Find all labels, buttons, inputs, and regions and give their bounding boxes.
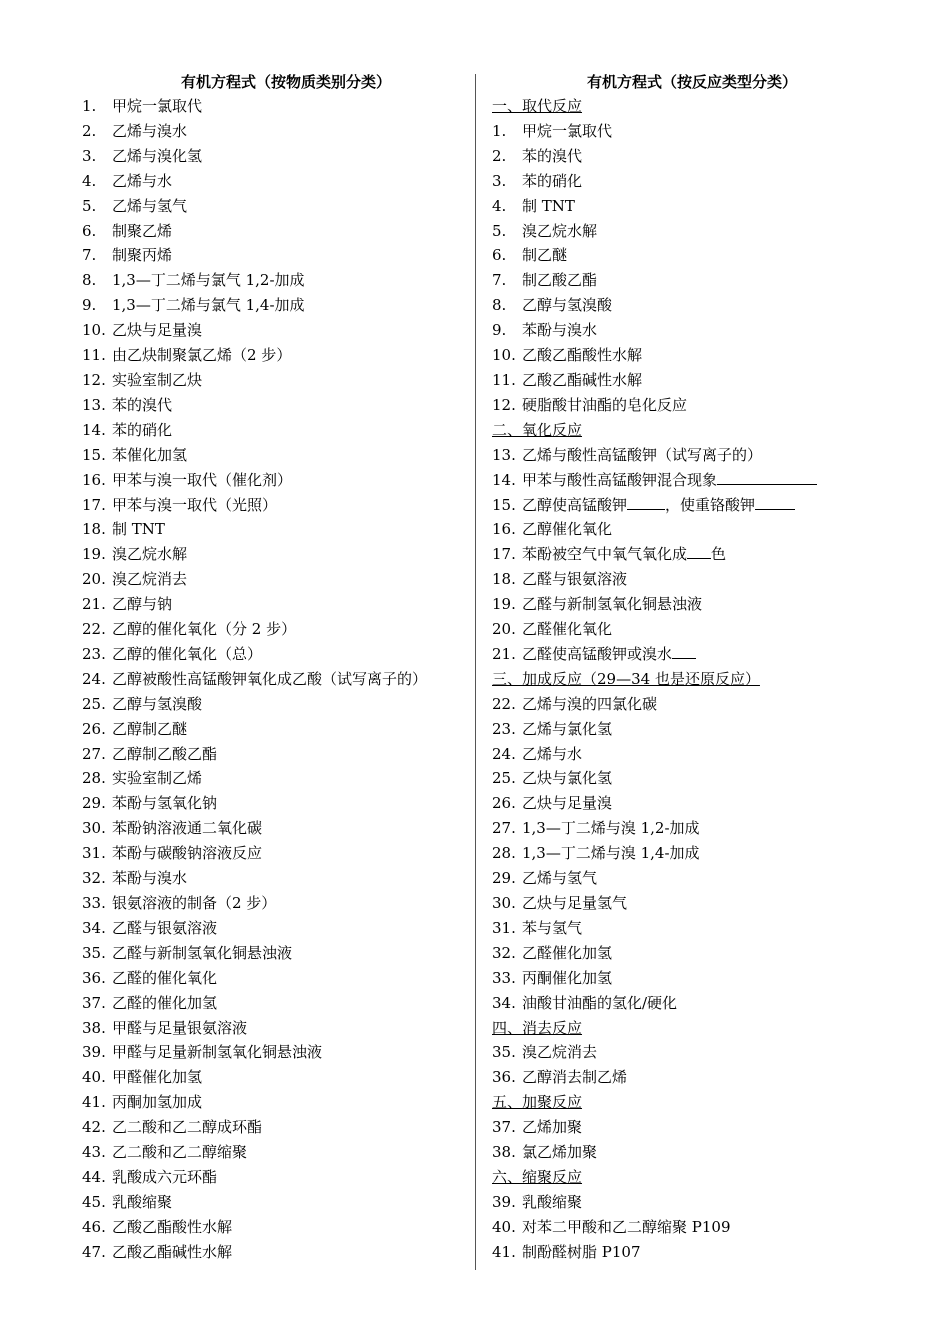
item-number: 45. <box>82 1192 106 1211</box>
right-column <box>492 70 892 1265</box>
item-text: 苯酚与溴水 <box>112 869 188 888</box>
section-heading <box>492 1165 892 1190</box>
list-item <box>82 1240 470 1265</box>
item-text: 制聚乙烯 <box>112 221 173 240</box>
item-number: 11. <box>492 370 516 389</box>
list-item <box>82 966 470 991</box>
item-text: 实验室制乙烯 <box>112 769 203 788</box>
item-text: 甲苯与酸性高锰酸钾混合现象 <box>522 470 718 489</box>
item-text: 乙醇消去制乙烯 <box>522 1068 628 1087</box>
item-text: 甲烷一氯取代 <box>522 121 613 140</box>
item-number: 4. <box>82 171 97 190</box>
item-text: 丙酮催化加氢 <box>522 968 613 987</box>
item-number: 36. <box>492 1068 516 1087</box>
item-number: 31. <box>82 844 106 863</box>
item-text: 银氨溶液的制备（2 步） <box>112 894 277 912</box>
item-number: 20. <box>82 570 106 589</box>
item-text: 1,3—丁二烯与氯气 1,4-加成 <box>112 296 305 315</box>
list-item <box>492 268 892 293</box>
item-number: 39. <box>82 1043 106 1062</box>
item-text-suffix: ，使重铬酸钾 <box>665 495 756 514</box>
item-text: 乳酸成六元环酯 <box>112 1167 218 1186</box>
item-text: 甲苯与溴一取代（催化剂） <box>112 470 293 489</box>
list-item <box>82 443 470 468</box>
item-number: 7. <box>82 246 97 265</box>
list-item <box>82 368 470 393</box>
list-item <box>492 717 892 742</box>
item-number: 17. <box>492 545 516 564</box>
item-text: 制乙酸乙酯 <box>522 271 598 290</box>
item-text: 苯的硝化 <box>522 171 583 190</box>
item-text: 乙醛的催化加氢 <box>112 993 218 1012</box>
list-item <box>82 1065 470 1090</box>
section-heading-text: 六、缩聚反应 <box>492 1167 583 1186</box>
item-number: 21. <box>492 644 516 663</box>
item-number: 20. <box>492 620 516 639</box>
list-item <box>82 567 470 592</box>
item-text: 溴乙烷消去 <box>522 1043 598 1062</box>
left-item-list <box>82 94 470 1265</box>
list-item <box>492 617 892 642</box>
item-number: 28. <box>492 844 516 863</box>
item-number: 43. <box>82 1143 106 1162</box>
list-item <box>82 468 470 493</box>
item-text: 丙酮加氢加成 <box>112 1093 203 1112</box>
item-number: 22. <box>82 620 106 639</box>
list-item <box>492 692 892 717</box>
item-text: 乳酸缩聚 <box>112 1192 173 1211</box>
list-item <box>82 418 470 443</box>
item-text: 乙醇使高锰酸钾 <box>522 495 628 514</box>
list-item <box>492 393 892 418</box>
section-heading-text: 五、加聚反应 <box>492 1093 583 1112</box>
list-item <box>492 1140 892 1165</box>
item-text: 乙酸乙酯碱性水解 <box>522 370 643 389</box>
item-text: 苯的硝化 <box>112 420 173 439</box>
item-number: 33. <box>82 894 106 912</box>
item-text: 乙醇的催化氧化（分 2 步） <box>112 620 297 639</box>
item-text: 苯酚被空气中氧气氧化成 <box>522 545 688 564</box>
list-item <box>82 742 470 767</box>
item-number: 37. <box>82 993 106 1012</box>
list-item <box>492 1065 892 1090</box>
list-item <box>82 144 470 169</box>
item-number: 34. <box>82 918 106 937</box>
item-number: 10. <box>82 321 106 340</box>
item-number: 8. <box>492 296 507 315</box>
item-number: 9. <box>492 321 507 340</box>
list-item <box>492 343 892 368</box>
list-item <box>492 194 892 219</box>
item-number: 5. <box>82 196 97 215</box>
list-item <box>492 318 892 343</box>
item-text: 乙醛的催化氧化 <box>112 968 218 987</box>
list-item <box>492 368 892 393</box>
list-item <box>82 1190 470 1215</box>
item-text: 制聚丙烯 <box>112 246 173 265</box>
item-text: 乙烯与溴的四氯化碳 <box>522 694 658 713</box>
item-number: 24. <box>82 669 106 688</box>
item-number: 41. <box>82 1093 106 1112</box>
item-number: 40. <box>82 1068 106 1087</box>
item-number: 4. <box>492 196 507 215</box>
item-number: 19. <box>492 595 516 614</box>
list-item <box>82 1215 470 1240</box>
item-text: 制乙醚 <box>522 246 568 265</box>
list-item <box>82 791 470 816</box>
item-text: 乙醇制乙酸乙酯 <box>112 744 218 763</box>
list-item <box>82 1115 470 1140</box>
item-number: 41. <box>492 1242 516 1261</box>
item-text: 苯酚钠溶液通二氧化碳 <box>112 819 263 838</box>
item-number: 19. <box>82 545 106 564</box>
item-number: 44. <box>82 1167 106 1186</box>
item-text: 乙烯与水 <box>522 744 583 763</box>
item-number: 27. <box>82 744 106 763</box>
list-item <box>492 1240 892 1265</box>
item-text: 乙炔与足量溴 <box>112 321 203 340</box>
item-number: 6. <box>492 246 507 265</box>
item-text: 乙醛与新制氢氧化铜悬浊液 <box>112 943 293 962</box>
list-item <box>82 219 470 244</box>
item-text: 苯的溴代 <box>112 395 173 414</box>
item-text: 油酸甘油酯的氢化/硬化 <box>522 993 678 1012</box>
list-item <box>82 318 470 343</box>
item-number: 2. <box>82 121 97 140</box>
item-text: 乙烯与酸性高锰酸钾（试写离子的） <box>522 445 763 464</box>
list-item <box>82 891 470 916</box>
item-number: 39. <box>492 1192 516 1211</box>
list-item <box>82 642 470 667</box>
item-text: 乙醛催化加氢 <box>522 943 613 962</box>
item-number: 15. <box>82 445 106 464</box>
item-number: 23. <box>492 719 516 738</box>
item-text: 由乙炔制聚氯乙烯（2 步） <box>112 346 292 365</box>
item-text: 乙醇与氢溴酸 <box>112 694 203 713</box>
item-number: 28. <box>82 769 106 788</box>
item-number: 47. <box>82 1242 106 1261</box>
item-text: 乙二酸和乙二醇成环酯 <box>112 1118 263 1137</box>
item-text: 溴乙烷水解 <box>112 545 188 564</box>
section-heading-text: 一、取代反应 <box>492 97 583 115</box>
item-text: 硬脂酸甘油酯的皂化反应 <box>522 395 688 414</box>
item-text: 乙酸乙酯酸性水解 <box>112 1217 233 1236</box>
item-text: 乙醇催化氧化 <box>522 520 613 539</box>
list-item <box>82 941 470 966</box>
item-number: 14. <box>492 470 516 489</box>
column-divider <box>475 74 476 1270</box>
item-text: 乙烯与氯化氢 <box>522 719 613 738</box>
list-item <box>492 119 892 144</box>
list-item <box>492 443 892 468</box>
item-text: 1,3—丁二烯与溴 1,2-加成 <box>522 819 700 838</box>
list-item <box>82 268 470 293</box>
section-heading <box>492 1016 892 1041</box>
item-text: 苯酚与溴水 <box>522 321 598 340</box>
item-number: 35. <box>82 943 106 962</box>
item-text: 乙炔与足量溴 <box>522 794 613 813</box>
item-number: 10. <box>492 346 516 365</box>
item-number: 26. <box>492 794 516 813</box>
list-item <box>492 144 892 169</box>
list-item <box>82 1040 470 1065</box>
item-number: 7. <box>492 271 507 290</box>
list-item <box>492 542 892 567</box>
item-number: 16. <box>82 470 106 489</box>
list-item <box>492 841 892 866</box>
list-item <box>492 791 892 816</box>
item-number: 16. <box>492 520 516 539</box>
list-item <box>82 692 470 717</box>
item-text: 乙烯与氢气 <box>522 869 598 888</box>
left-column-title: 有机方程式（按物质类别分类） <box>180 73 391 91</box>
item-number: 38. <box>82 1018 106 1037</box>
list-item <box>492 742 892 767</box>
item-number: 1. <box>492 121 507 140</box>
item-text: 甲苯与溴一取代（光照） <box>112 495 278 514</box>
item-number: 36. <box>82 968 106 987</box>
fill-in-blank <box>717 470 817 485</box>
item-text: 乙烯与氢气 <box>112 196 188 215</box>
item-number: 2. <box>492 146 507 165</box>
item-text: 乙炔与足量氢气 <box>522 894 628 912</box>
item-number: 24. <box>492 744 516 763</box>
list-item <box>82 816 470 841</box>
list-item <box>82 991 470 1016</box>
item-number: 32. <box>82 869 106 888</box>
item-number: 6. <box>82 221 97 240</box>
list-item <box>492 766 892 791</box>
item-text: 制 TNT <box>112 520 165 539</box>
fill-in-blank <box>755 495 795 510</box>
item-number: 14. <box>82 420 106 439</box>
list-item <box>82 293 470 318</box>
list-item <box>82 542 470 567</box>
section-heading <box>492 1090 892 1115</box>
item-text: 甲醛与足量银氨溶液 <box>112 1018 248 1037</box>
list-item <box>492 1115 892 1140</box>
list-item <box>492 1215 892 1240</box>
item-number: 9. <box>82 296 97 315</box>
section-heading <box>492 667 892 692</box>
right-column-title: 有机方程式（按反应类型分类） <box>586 73 797 91</box>
list-item <box>492 493 892 518</box>
item-number: 17. <box>82 495 106 514</box>
list-item <box>492 1190 892 1215</box>
list-item <box>492 468 892 493</box>
list-item <box>82 1165 470 1190</box>
item-number: 22. <box>492 694 516 713</box>
section-heading <box>492 418 892 443</box>
list-item <box>82 667 470 692</box>
item-text: 溴乙烷水解 <box>522 221 598 240</box>
fill-in-blank <box>672 644 696 659</box>
item-text: 乙酸乙酯碱性水解 <box>112 1242 233 1261</box>
right-item-list <box>492 94 892 1265</box>
item-text: 乙炔与氯化氢 <box>522 769 613 788</box>
item-text: 苯酚与碳酸钠溶液反应 <box>112 844 263 863</box>
item-text: 1,3—丁二烯与溴 1,4-加成 <box>522 844 700 863</box>
item-number: 38. <box>492 1143 516 1162</box>
list-item <box>82 169 470 194</box>
item-text: 甲醛与足量新制氢氧化铜悬浊液 <box>112 1043 323 1062</box>
list-item <box>492 941 892 966</box>
item-text: 制酚醛树脂 P107 <box>522 1242 641 1261</box>
item-text: 乙二酸和乙二醇缩聚 <box>112 1143 248 1162</box>
left-column <box>82 70 470 1265</box>
item-text: 乙醇被酸性高锰酸钾氧化成乙酸（试写离子的） <box>112 669 428 688</box>
section-heading <box>492 94 892 119</box>
item-number: 25. <box>492 769 516 788</box>
item-number: 11. <box>82 346 106 365</box>
list-item <box>492 966 892 991</box>
list-item <box>492 517 892 542</box>
item-number: 42. <box>82 1118 106 1137</box>
section-heading-text: 三、加成反应（29—34 也是还原反应） <box>492 669 760 688</box>
list-item <box>82 1016 470 1041</box>
item-text: 乙烯加聚 <box>522 1118 583 1137</box>
list-item <box>492 293 892 318</box>
item-text: 乙醇的催化氧化（总） <box>112 644 263 663</box>
item-text: 乙烯与溴水 <box>112 121 188 140</box>
item-text: 乙醛使高锰酸钾或溴水 <box>522 644 673 663</box>
item-text: 乙醛与银氨溶液 <box>522 570 628 589</box>
list-item <box>82 194 470 219</box>
item-number: 26. <box>82 719 106 738</box>
item-text: 甲醛催化加氢 <box>112 1068 203 1087</box>
item-text: 实验室制乙炔 <box>112 370 203 389</box>
item-number: 31. <box>492 918 516 937</box>
list-item <box>492 592 892 617</box>
item-text: 乙烯与水 <box>112 171 173 190</box>
fill-in-blank <box>627 495 665 510</box>
list-item <box>492 991 892 1016</box>
item-text: 苯与氢气 <box>522 918 583 937</box>
list-item <box>492 169 892 194</box>
list-item <box>82 119 470 144</box>
item-number: 37. <box>492 1118 516 1137</box>
item-number: 3. <box>492 171 507 190</box>
item-number: 34. <box>492 993 516 1012</box>
list-item <box>82 916 470 941</box>
item-text: 乙醛催化氧化 <box>522 620 613 639</box>
item-text: 乙醇制乙醚 <box>112 719 188 738</box>
item-number: 1. <box>82 97 97 115</box>
item-text: 甲烷一氯取代 <box>112 97 203 115</box>
list-item <box>492 567 892 592</box>
item-text: 乙醛与新制氢氧化铜悬浊液 <box>522 595 703 614</box>
list-item <box>82 866 470 891</box>
item-text: 乙醇与氢溴酸 <box>522 296 613 315</box>
item-number: 8. <box>82 271 97 290</box>
list-item <box>492 1040 892 1065</box>
section-heading-text: 四、消去反应 <box>492 1018 583 1037</box>
list-item <box>82 1090 470 1115</box>
list-item <box>492 891 892 916</box>
item-number: 46. <box>82 1217 106 1236</box>
item-text: 乙酸乙酯酸性水解 <box>522 346 643 365</box>
item-number: 13. <box>82 395 106 414</box>
item-number: 18. <box>492 570 516 589</box>
item-text: 制 TNT <box>522 196 575 215</box>
list-item <box>492 219 892 244</box>
item-text: 苯酚与氢氧化钠 <box>112 794 218 813</box>
list-item <box>492 816 892 841</box>
item-number: 13. <box>492 445 516 464</box>
item-number: 21. <box>82 595 106 614</box>
item-number: 5. <box>492 221 507 240</box>
list-item <box>82 393 470 418</box>
item-number: 15. <box>492 495 516 514</box>
item-number: 30. <box>492 894 516 912</box>
item-text: 乙醇与钠 <box>112 595 173 614</box>
list-item <box>82 592 470 617</box>
item-text: 苯的溴代 <box>522 146 583 165</box>
list-item <box>492 642 892 667</box>
list-item <box>492 866 892 891</box>
list-item <box>82 1140 470 1165</box>
item-number: 32. <box>492 943 516 962</box>
item-text: 乙烯与溴化氢 <box>112 146 203 165</box>
item-number: 29. <box>82 794 106 813</box>
item-number: 40. <box>492 1217 516 1236</box>
list-item <box>82 493 470 518</box>
item-number: 25. <box>82 694 106 713</box>
item-number: 12. <box>492 395 516 414</box>
list-item <box>82 841 470 866</box>
section-heading-text: 二、氧化反应 <box>492 420 583 439</box>
list-item <box>82 617 470 642</box>
list-item <box>82 94 470 119</box>
item-number: 23. <box>82 644 106 663</box>
item-text: 乳酸缩聚 <box>522 1192 583 1211</box>
item-number: 30. <box>82 819 106 838</box>
item-text: 1,3—丁二烯与氯气 1,2-加成 <box>112 271 305 290</box>
item-number: 35. <box>492 1043 516 1062</box>
item-text: 苯催化加氢 <box>112 445 188 464</box>
item-text-suffix: 色 <box>711 545 727 564</box>
list-item <box>82 717 470 742</box>
list-item <box>82 243 470 268</box>
item-number: 3. <box>82 146 97 165</box>
list-item <box>492 243 892 268</box>
item-number: 18. <box>82 520 106 539</box>
item-number: 27. <box>492 819 516 838</box>
list-item <box>82 517 470 542</box>
item-number: 29. <box>492 869 516 888</box>
item-text: 溴乙烷消去 <box>112 570 188 589</box>
item-text: 乙醛与银氨溶液 <box>112 918 218 937</box>
item-number: 33. <box>492 968 516 987</box>
item-text: 氯乙烯加聚 <box>522 1143 598 1162</box>
list-item <box>492 916 892 941</box>
list-item <box>82 343 470 368</box>
fill-in-blank <box>687 544 711 559</box>
item-text: 对苯二甲酸和乙二醇缩聚 P109 <box>522 1217 731 1236</box>
item-number: 12. <box>82 370 106 389</box>
list-item <box>82 766 470 791</box>
